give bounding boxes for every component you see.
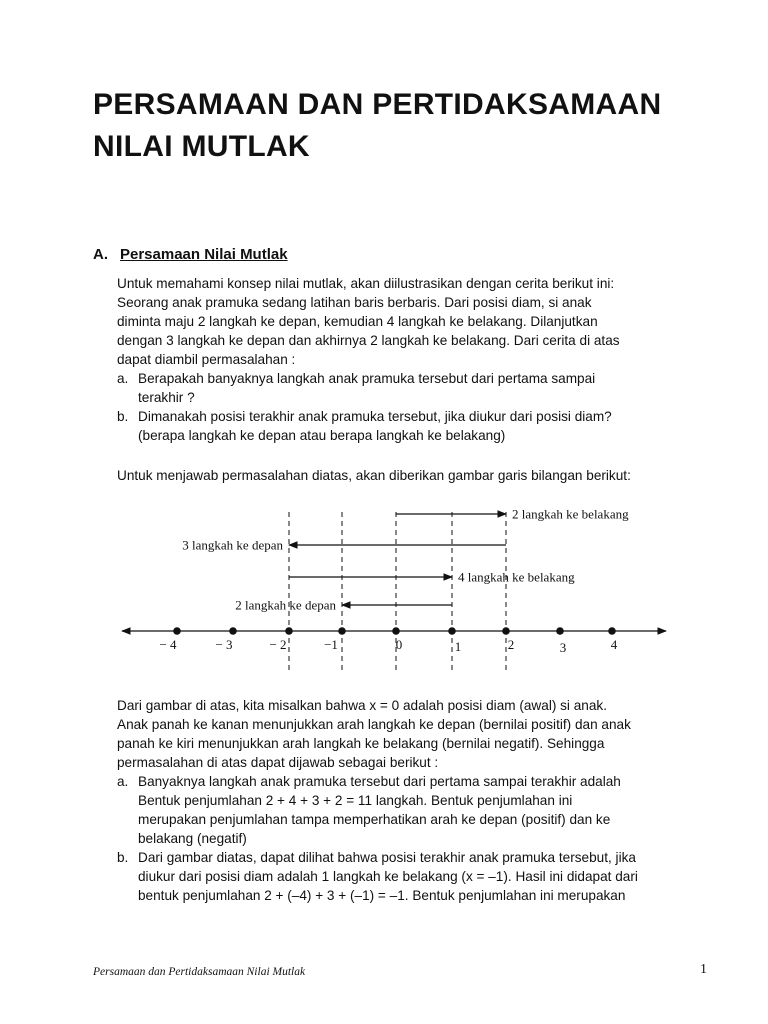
section-heading-text: Persamaan Nilai Mutlak [120,246,288,263]
step-arrow-label: 3 langkah ke depan [182,537,283,553]
question-b-line: (berapa langkah ke depan atau berapa langkah ke belakang) [138,428,506,443]
tick-label: − 2 [269,637,287,652]
explanation-paragraph [117,696,727,905]
explanation-line: panah ke kiri menunjukkan arah langkah ke belakang (bernilai negatif). Sehingga [117,736,605,751]
page-title [93,84,733,168]
tick-dot [448,627,456,635]
answer-a [117,772,727,848]
tick-label: 3 [559,640,567,655]
question-b-line: Dimanakah posisi terakhir anak pramuka tersebut, jika diukur dari posisi diam? [138,409,612,424]
answer-a-line: Banyaknya langkah anak pramuka tersebut dari pertama sampai terakhir adalah [138,774,621,789]
page-number: 1 [700,962,707,977]
intro-line: Seorang anak pramuka sedang latihan baris berbaris. Dari posisi diam, si anak [117,295,592,310]
section-marker: A. [93,246,108,263]
tick-label: 0 [395,637,403,652]
intro-line: dengan 3 langkah ke depan dan akhirnya 2 langkah ke belakang. Dari cerita di atas [117,333,620,348]
section-heading [93,246,288,263]
tick-label: 2 [507,637,515,652]
tick-label: 4 [610,637,618,652]
page-title-line-1: PERSAMAAN DAN PERTIDAKSAMAAN [93,88,662,121]
answer-b-line: diukur dari posisi diam adalah 1 langkah ke belakang (x = –1). Hasil ini didapat dari [138,869,638,884]
list-marker: a. [117,371,129,386]
answer-a-line: merupakan penjumlahan tampa memperhatikan arah ke depan (positif) dan ke [138,812,611,827]
intro-line: diminta maju 2 langkah ke depan, kemudian 4 langkah ke belakang. Dilanjutkan [117,314,598,329]
tick-dot [502,627,510,635]
number-line-diagram [0,500,768,680]
question-b [117,407,727,445]
tick-dot [173,627,181,635]
answer-a-line: belakang (negatif) [138,831,247,846]
tick-dot [556,627,564,635]
question-a-line: terakhir ? [138,390,195,405]
tick-label: − 4 [159,637,177,652]
explanation-line: Anak panah ke kanan menunjukkan arah langkah ke depan (bernilai positif) dan anak [117,717,631,732]
tick-label: 1 [454,639,462,654]
question-a-line: Berapakah banyaknya langkah anak pramuka tersebut dari pertama sampai [138,371,596,386]
list-marker: b. [117,409,129,424]
tick-dot [392,627,400,635]
tick-dot [338,627,346,635]
list-marker: b. [117,850,129,865]
answer-b-line: bentuk penjumlahan 2 + (–4) + 3 + (–1) = –1. Bentuk penjumlahan ini merupakan [138,888,626,903]
tick-dot [229,627,237,635]
explanation-line: permasalahan di atas dapat dijawab sebagai berikut : [117,755,439,770]
intro-line: dapat diambil permasalahan : [117,352,296,367]
tick-label: − 3 [215,637,233,652]
question-a [117,369,727,407]
list-marker: a. [117,774,129,789]
diagram-intro [117,466,727,485]
intro-paragraph [117,274,727,445]
page-title-line-2: NILAI MUTLAK [93,130,310,163]
step-arrow-label: 2 langkah ke depan [235,597,336,613]
answer-a-line: Bentuk penjumlahan 2 + 4 + 3 + 2 = 11 langkah. Bentuk penjumlahan ini [138,793,573,808]
intro-line: Untuk memahami konsep nilai mutlak, akan diilustrasikan dengan cerita berikut ini: [117,276,615,291]
tick-dot [608,627,616,635]
footer-title: Persamaan dan Pertidaksamaan Nilai Mutlak [93,966,306,978]
step-arrow-label: 4 langkah ke belakang [458,569,575,585]
tick-label: −1 [324,637,338,652]
step-arrow-label: 2 langkah ke belakang [512,506,629,522]
answer-b [117,848,727,905]
diagram-intro-line: Untuk menjawab permasalahan diatas, akan diberikan gambar garis bilangan berikut: [117,468,631,483]
tick-dot [285,627,293,635]
explanation-line: Dari gambar di atas, kita misalkan bahwa x = 0 adalah posisi diam (awal) si anak. [117,698,607,713]
answer-b-line: Dari gambar diatas, dapat dilihat bahwa posisi terakhir anak pramuka tersebut, jika [138,850,636,865]
